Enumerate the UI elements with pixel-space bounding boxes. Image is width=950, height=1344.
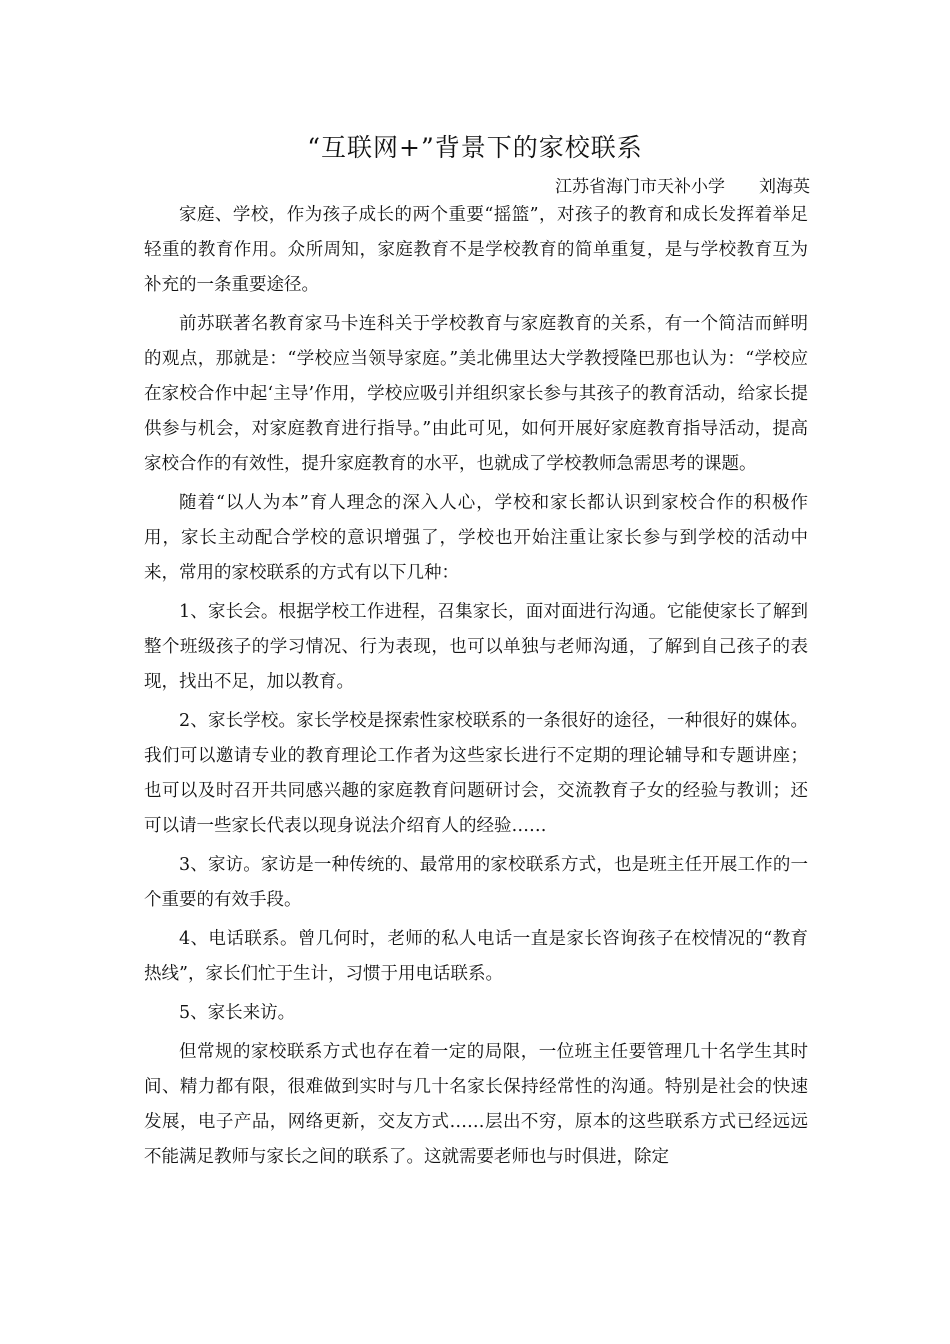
paragraph: 3、家访。家访是一种传统的、最常用的家校联系方式，也是班主任开展工作的一个重要的有效手段。 <box>144 855 808 910</box>
author-byline <box>555 175 810 199</box>
document-title: “互联网+”背景下的家校联系 <box>307 133 643 162</box>
author-name: 刘海英 <box>759 177 810 197</box>
author-school: 江苏省海门市天补小学 <box>555 177 725 197</box>
paragraph: 随着“以人为本”育人理念的深入人心，学校和家长都认识到家校合作的积极作用，家长主动配合学校的意识增强了，学校也开始注重让家长参与到学校的活动中来，常用的家校联系的方式有以下几种： <box>144 493 808 583</box>
paragraph: 前苏联著名教育家马卡连科关于学校教育与家庭教育的关系，有一个简洁而鲜明的观点，那就是：“学校应当领导家庭。”美北佛里达大学教授隆巴那也认为：“学校应在家校合作中起‘主导’作用，学校应吸引并组织家长参与其孩子的教育活动，给家长提供参与机会，对家庭教育进行指导。”由此可见，如何开展好家庭教育指导活动，提高家校合作的有效性，提升家庭教育的水平，也就成了学校教师急需思考的课题。 <box>144 314 808 474</box>
paragraph: 2、家长学校。家长学校是探索性家校联系的一条很好的途径，一种很好的媒体。我们可以邀请专业的教育理论工作者为这些家长进行不定期的理论辅导和专题讲座；也可以及时召开共同感兴趣的家庭教育问题研讨会，交流教育子女的经验与教训；还可以请一些家长代表以现身说法介绍育人的经验…… <box>144 711 808 836</box>
paragraph: 但常规的家校联系方式也存在着一定的局限，一位班主任要管理几十名学生其时间、精力都有限，很难做到实时与几十名家长保持经常性的沟通。特别是社会的快速发展，电子产品，网络更新，交友方式……层出不穷，原本的这些联系方式已经远远不能满足教师与家长之间的联系了。这就需要老师也与时俱进，除定 <box>144 1042 808 1167</box>
paragraph: 1、家长会。根据学校工作进程，召集家长，面对面进行沟通。它能使家长了解到整个班级孩子的学习情况、行为表现，也可以单独与老师沟通，了解到自己孩子的表现，找出不足，加以教育。 <box>144 602 808 692</box>
paragraph: 5、家长来访。 <box>179 1003 296 1023</box>
document-body <box>144 198 808 1179</box>
paragraph: 家庭、学校，作为孩子成长的两个重要“摇篮”，对孩子的教育和成长发挥着举足轻重的教育作用。众所周知，家庭教育不是学校教育的简单重复，是与学校教育互为补充的一条重要途径。 <box>144 205 808 295</box>
paragraph: 4、电话联系。曾几何时，老师的私人电话一直是家长咨询孩子在校情况的“教育热线”，家长们忙于生计，习惯于用电话联系。 <box>144 929 808 984</box>
